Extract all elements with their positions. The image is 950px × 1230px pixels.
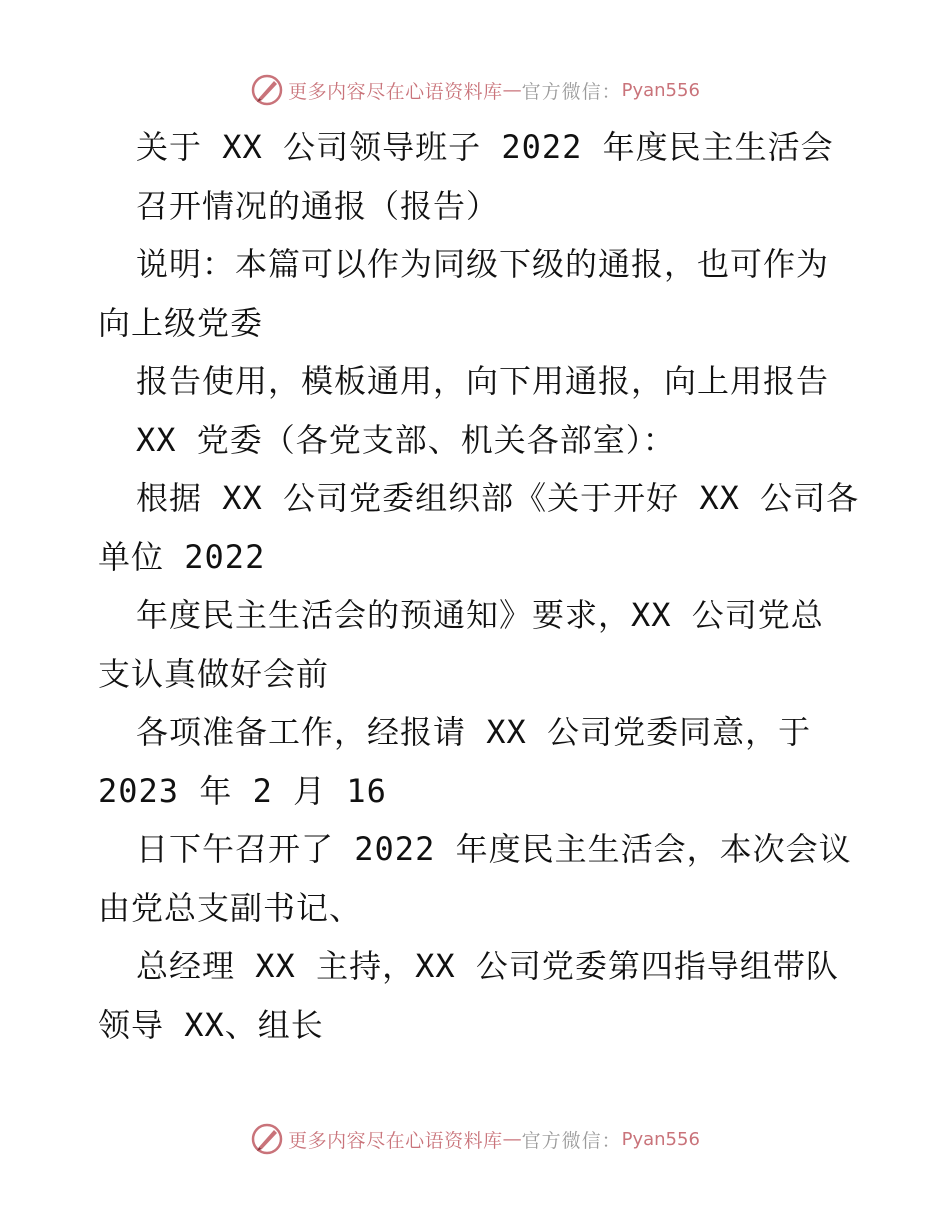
paragraph-line: 日下午召开了 2022 年度民主生活会，本次会议: [136, 830, 852, 868]
banner-side-text: 官方微信：: [521, 1129, 622, 1152]
paragraph-line: 2023 年 2 月 16: [98, 771, 387, 810]
banner-dash: —: [502, 1128, 522, 1150]
banner-main-text: 更多内容尽在心语资料库: [288, 80, 503, 103]
header-watermark-banner: [0, 70, 950, 110]
footer-watermark-banner: [0, 1119, 950, 1159]
title-line-2: 召开情况的通报（报告）: [136, 186, 500, 225]
banner-side-text: 官方微信：: [521, 80, 622, 103]
banner-wechat-id: Pyan556: [621, 79, 700, 101]
paragraph-line: 总经理 XX 主持，XX 公司党委第四指导组带队: [136, 947, 839, 985]
paragraph-line: 领导 XX、组长: [98, 1005, 324, 1044]
paragraph-line: 向上级党委: [98, 303, 264, 342]
quill-pen-logo-icon: [250, 73, 284, 107]
quill-pen-logo-icon: [250, 1122, 284, 1156]
banner-wechat-id: Pyan556: [621, 1128, 700, 1150]
paragraph-line: 年度民主生活会的预通知》要求，XX 公司党总: [136, 596, 824, 634]
document-body: [98, 118, 878, 1054]
paragraph-line: 说明：本篇可以作为同级下级的通报，也可作为: [136, 245, 830, 283]
banner-main-text: 更多内容尽在心语资料库: [288, 1129, 503, 1152]
paragraph-line: 各项准备工作，经报请 XX 公司党委同意，于: [136, 713, 812, 751]
paragraph-line: XX 党委（各党支部、机关各部室）：: [136, 420, 676, 459]
paragraph-line: 单位 2022: [98, 537, 266, 576]
paragraph-line: 根据 XX 公司党委组织部《关于开好 XX 公司各: [136, 479, 860, 517]
banner-dash: —: [502, 79, 522, 101]
paragraph-line: 支认真做好会前: [98, 654, 330, 693]
paragraph-line: 报告使用，模板通用，向下用通报，向上用报告: [136, 362, 830, 400]
paragraph-line: 由党总支副书记、: [98, 888, 363, 927]
title-line-1: 关于 XX 公司领导班子 2022 年度民主生活会: [136, 128, 834, 166]
